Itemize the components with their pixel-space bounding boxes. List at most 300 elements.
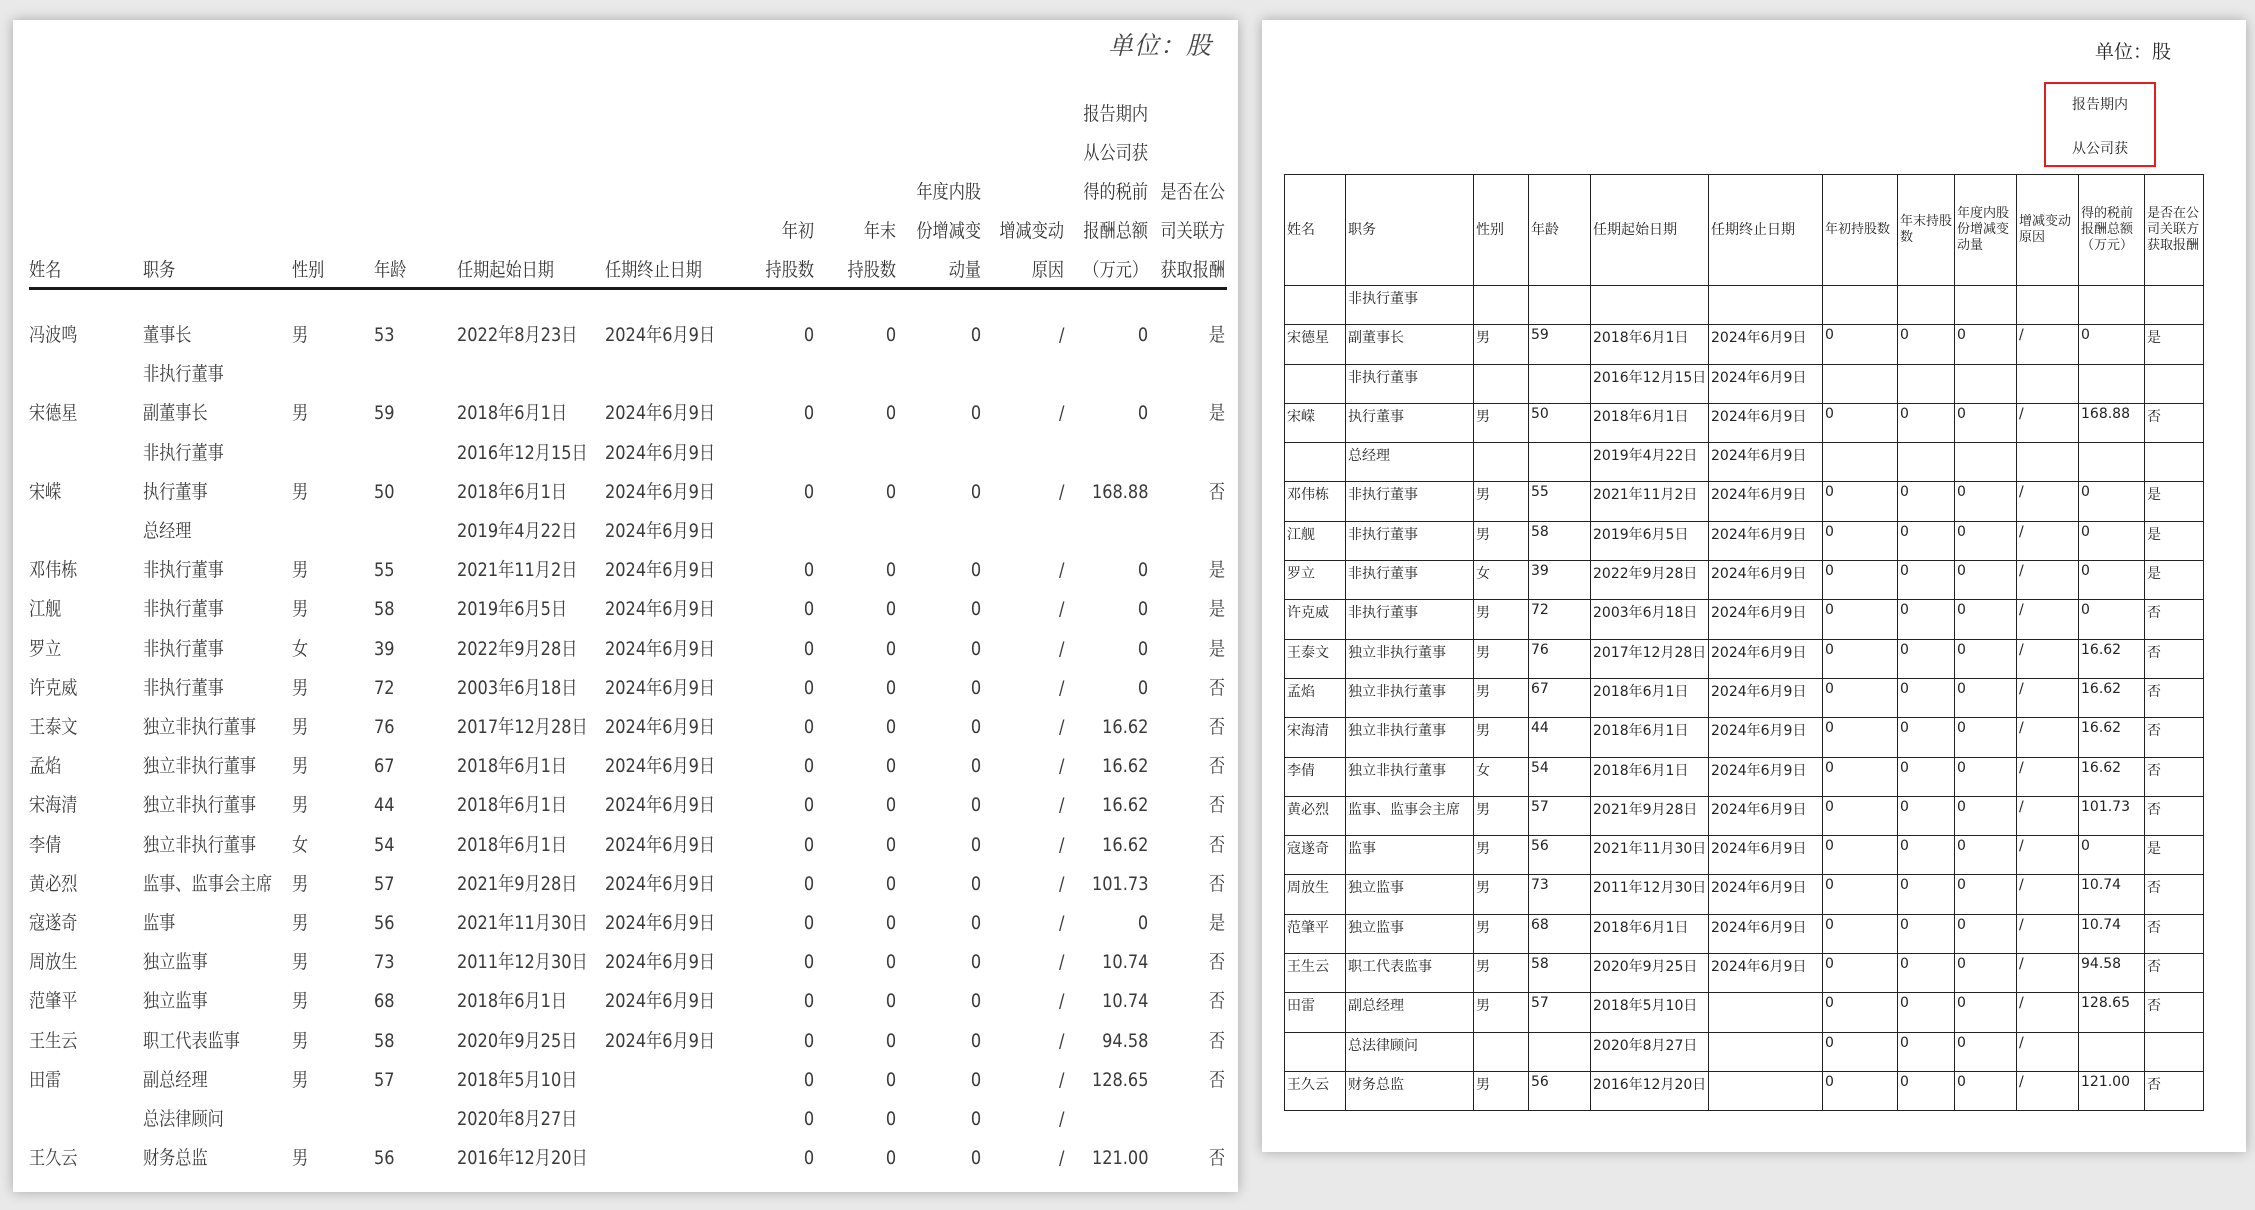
cell-share-change: 0	[970, 1108, 981, 1130]
cell-share-change: 0	[1955, 1071, 2017, 1110]
cell-age: 56	[374, 1147, 395, 1170]
cell-share-change: 0	[1955, 914, 2017, 953]
header-related-pay: 是否在公 司关联方 获取报酬	[1160, 181, 1225, 281]
table-row	[1285, 600, 2204, 639]
cell-gender: 男	[1474, 796, 1529, 835]
cell-position: 非执行董事	[1346, 600, 1474, 639]
cell-gender: 男	[292, 1029, 309, 1052]
cell-share-change: 0	[970, 676, 981, 699]
cell-position: 财务总监	[1346, 1071, 1474, 1110]
cell-end-shares: 0	[885, 833, 896, 856]
cell-end-shares: 0	[1898, 914, 1955, 953]
cell-name: 范肇平	[29, 990, 78, 1013]
cell-begin-shares: 0	[803, 480, 814, 503]
cell-begin-shares: 0	[1823, 403, 1898, 442]
cell-change-reason: /	[2017, 403, 2079, 442]
cell-start-date: 2021年9月28日	[457, 872, 578, 895]
table-row	[1285, 482, 2204, 521]
cell-end-date	[1709, 1071, 1823, 1110]
table-row	[1285, 521, 2204, 560]
cell-position: 非执行董事	[143, 559, 224, 582]
cell-gender	[1474, 286, 1529, 325]
table-row	[13, 355, 1238, 394]
cell-change-reason: /	[1058, 559, 1064, 582]
cell-share-change: 0	[970, 1068, 981, 1091]
cell-age: 58	[374, 1029, 395, 1052]
cell-pretax-pay: 0	[1137, 324, 1148, 346]
cell-name: 田雷	[1285, 993, 1346, 1032]
table-row	[13, 1022, 1238, 1061]
cell-position: 副总经理	[143, 1068, 208, 1091]
cell-age: 67	[1529, 678, 1591, 717]
cell-start-date: 2003年6月18日	[1591, 600, 1709, 639]
cell-related-pay: 是	[2145, 482, 2204, 521]
cell-begin-shares: 0	[1823, 875, 1898, 914]
cell-change-reason: /	[2017, 796, 2079, 835]
cell-change-reason: /	[1058, 716, 1064, 738]
cell-end-date: 2024年6月9日	[605, 559, 716, 582]
cell-age: 54	[1529, 757, 1591, 796]
cell-start-date: 2018年6月1日	[1591, 757, 1709, 796]
director-shareholding-table	[13, 20, 1238, 1192]
cell-name: 王泰文	[29, 716, 78, 738]
cell-end-shares	[1898, 364, 1955, 403]
table-row	[13, 943, 1238, 982]
cell-related-pay: 否	[1208, 755, 1225, 778]
cell-name: 宋海清	[1285, 718, 1346, 757]
cell-age: 56	[374, 912, 395, 934]
header-end-shares: 年末 持股数	[847, 220, 896, 281]
cell-gender: 男	[292, 912, 309, 934]
cell-change-reason: /	[2017, 561, 2079, 600]
cell-change-reason: /	[2017, 1032, 2079, 1071]
cell-end-shares: 0	[885, 1068, 896, 1091]
rheader-age: 年龄	[1529, 175, 1591, 286]
cell-end-shares: 0	[1898, 875, 1955, 914]
cell-end-date: 2024年6月9日	[605, 912, 716, 934]
cell-start-date: 2016年12月20日	[1591, 1071, 1709, 1110]
table-row	[13, 708, 1238, 747]
cell-position: 董事长	[143, 324, 192, 346]
cell-position: 监事、监事会主席	[143, 872, 273, 895]
cell-end-shares: 0	[885, 716, 896, 738]
cell-share-change: 0	[970, 833, 981, 856]
cell-pretax-pay: 0	[2079, 561, 2145, 600]
cell-end-date	[1709, 993, 1823, 1032]
cell-end-shares: 0	[1898, 993, 1955, 1032]
cell-change-reason: /	[1058, 951, 1064, 974]
cell-start-date: 2021年11月2日	[1591, 482, 1709, 521]
rheader-share-change: 年度内股份增减变动量	[1955, 175, 2017, 286]
cell-position: 独立非执行董事	[1346, 639, 1474, 678]
cell-start-date: 2016年12月20日	[457, 1147, 588, 1170]
cell-age: 44	[1529, 718, 1591, 757]
cell-change-reason: /	[1058, 794, 1064, 817]
cell-gender: 男	[292, 990, 309, 1013]
cell-begin-shares	[1823, 286, 1898, 325]
cell-change-reason: /	[2017, 325, 2079, 364]
cell-pretax-pay: 10.74	[2079, 914, 2145, 953]
cell-related-pay: 否	[1208, 833, 1225, 856]
cell-end-date: 2024年6月9日	[605, 324, 716, 346]
header-share-change: 年度内股 份增减变 动量	[916, 181, 981, 281]
cell-begin-shares: 0	[1823, 600, 1898, 639]
rheader-name: 姓名	[1285, 175, 1346, 286]
cell-position: 监事	[1346, 836, 1474, 875]
cell-end-date	[1709, 1032, 1823, 1071]
cell-gender: 男	[1474, 678, 1529, 717]
cell-position: 职工代表监事	[143, 1029, 240, 1052]
cell-end-shares: 0	[1898, 1071, 1955, 1110]
cell-end-date: 2024年6月9日	[605, 716, 716, 738]
cell-position: 独立非执行董事	[1346, 678, 1474, 717]
cell-pretax-pay: 16.62	[2079, 718, 2145, 757]
cell-position: 非执行董事	[143, 676, 224, 699]
cell-end-shares: 0	[1898, 1032, 1955, 1071]
cell-change-reason: /	[2017, 993, 2079, 1032]
cell-related-pay: 否	[2145, 796, 2204, 835]
cell-share-change: 0	[1955, 561, 2017, 600]
cell-pretax-pay: 168.88	[1091, 480, 1148, 503]
cell-end-date: 2024年6月9日	[605, 402, 716, 425]
cell-end-date: 2024年6月9日	[1709, 954, 1823, 993]
cell-gender: 女	[1474, 561, 1529, 600]
cell-begin-shares: 0	[803, 755, 814, 778]
cell-position: 副总经理	[1346, 993, 1474, 1032]
cell-start-date: 2020年8月27日	[457, 1108, 578, 1130]
cell-pretax-pay: 121.00	[2079, 1071, 2145, 1110]
cell-gender: 男	[292, 755, 309, 778]
cell-end-date: 2024年6月9日	[1709, 875, 1823, 914]
cell-gender: 男	[1474, 600, 1529, 639]
cell-name: 宋德星	[29, 402, 78, 425]
cell-pretax-pay: 0	[2079, 600, 2145, 639]
table-row	[13, 1100, 1238, 1139]
cell-share-change: 0	[970, 716, 981, 738]
cell-gender: 男	[292, 324, 309, 346]
cell-pretax-pay: 16.62	[2079, 639, 2145, 678]
cell-start-date: 2011年12月30日	[457, 951, 588, 974]
cell-gender: 男	[292, 676, 309, 699]
cell-end-shares: 0	[1898, 954, 1955, 993]
table-row	[13, 590, 1238, 629]
cell-share-change: 0	[1955, 954, 2017, 993]
cell-position: 独立非执行董事	[1346, 718, 1474, 757]
cell-end-date: 2024年6月9日	[605, 598, 716, 621]
cell-start-date: 2011年12月30日	[1591, 875, 1709, 914]
rheader-end-date: 任期终止日期	[1709, 175, 1823, 286]
cell-end-date: 2024年6月9日	[605, 990, 716, 1013]
header-rule	[29, 287, 1227, 290]
cell-change-reason: /	[1058, 324, 1064, 346]
cell-related-pay: 否	[1208, 1029, 1225, 1052]
cell-pretax-pay: 0	[2079, 521, 2145, 560]
cell-end-date: 2024年6月9日	[1709, 482, 1823, 521]
cell-end-shares: 0	[885, 794, 896, 817]
cell-end-shares: 0	[1898, 757, 1955, 796]
cell-name: 周放生	[29, 951, 78, 974]
table-row	[13, 394, 1238, 433]
cell-end-date: 2024年6月9日	[1709, 561, 1823, 600]
cell-gender: 男	[292, 1147, 309, 1170]
cell-change-reason: /	[1058, 1147, 1064, 1170]
table-row	[1285, 954, 2204, 993]
table-row	[13, 826, 1238, 865]
cell-pretax-pay: 101.73	[2079, 796, 2145, 835]
cell-pretax-pay: 16.62	[2079, 678, 2145, 717]
cell-gender: 男	[292, 951, 309, 974]
cell-position: 执行董事	[1346, 403, 1474, 442]
cell-gender	[1474, 1032, 1529, 1071]
cell-begin-shares	[1823, 443, 1898, 482]
cell-position: 监事	[143, 912, 176, 934]
cell-position: 非执行董事	[143, 598, 224, 621]
cell-end-shares	[1898, 286, 1955, 325]
cell-change-reason: /	[2017, 600, 2079, 639]
cell-pretax-pay: 101.73	[1091, 872, 1148, 895]
cell-pretax-pay: 0	[1137, 598, 1148, 621]
cell-start-date: 2018年6月1日	[1591, 325, 1709, 364]
header-start-date: 任期起始日期	[457, 259, 554, 281]
cell-start-date: 2019年4月22日	[457, 520, 578, 542]
reproduced-table-panel	[1262, 20, 2246, 1152]
cell-gender: 男	[1474, 718, 1529, 757]
cell-position: 非执行董事	[143, 441, 224, 464]
cell-age: 59	[374, 402, 395, 425]
cell-share-change: 0	[1955, 482, 2017, 521]
header-change-reason: 增减变动 原因	[999, 220, 1064, 281]
cell-share-change: 0	[1955, 875, 2017, 914]
cell-start-date	[1591, 286, 1709, 325]
cell-end-date: 2024年6月9日	[1709, 325, 1823, 364]
cell-start-date: 2018年6月1日	[457, 990, 568, 1013]
table-row	[13, 512, 1238, 551]
cell-begin-shares: 0	[803, 598, 814, 621]
cell-age: 55	[1529, 482, 1591, 521]
cell-related-pay: 否	[1208, 676, 1225, 699]
unit-label-right: 单位：股	[2095, 41, 2172, 63]
cell-end-date: 2024年6月9日	[1709, 521, 1823, 560]
cell-begin-shares: 0	[1823, 521, 1898, 560]
cell-end-date: 2024年6月9日	[605, 520, 716, 542]
cell-end-shares: 0	[885, 1029, 896, 1052]
cell-end-date: 2024年6月9日	[605, 676, 716, 699]
header-name: 姓名	[29, 259, 62, 281]
cell-pretax-pay: 10.74	[1101, 951, 1148, 974]
table-row	[13, 669, 1238, 708]
cell-begin-shares: 0	[1823, 1071, 1898, 1110]
original-document-panel	[13, 20, 1238, 1192]
rheader-pretax-pay: 得的税前报酬总额（万元）	[2079, 175, 2145, 286]
cell-related-pay: 否	[2145, 600, 2204, 639]
cell-position: 独立非执行董事	[143, 716, 257, 738]
cell-start-date: 2021年11月2日	[457, 559, 578, 582]
cell-position: 独立非执行董事	[143, 833, 257, 856]
cell-gender	[1474, 364, 1529, 403]
cell-change-reason: /	[1058, 676, 1064, 699]
cell-begin-shares: 0	[1823, 757, 1898, 796]
cell-age	[1529, 443, 1591, 482]
cell-pretax-pay: 0	[2079, 836, 2145, 875]
cell-gender: 男	[292, 402, 309, 425]
header-end-date: 任期终止日期	[605, 259, 702, 281]
cell-pretax-pay: 10.74	[1101, 990, 1148, 1013]
cell-share-change: 0	[970, 324, 981, 346]
cell-end-shares: 0	[885, 480, 896, 503]
cell-related-pay: 否	[2145, 757, 2204, 796]
cell-gender: 男	[1474, 836, 1529, 875]
cell-gender: 男	[1474, 521, 1529, 560]
cell-name: 田雷	[29, 1068, 62, 1091]
cell-gender: 男	[1474, 639, 1529, 678]
cell-age: 73	[1529, 875, 1591, 914]
cell-age: 68	[374, 990, 395, 1013]
cell-name: 冯波鸣	[29, 324, 78, 346]
cell-share-change	[1955, 364, 2017, 403]
cell-related-pay	[2145, 443, 2204, 482]
cell-change-reason: /	[2017, 875, 2079, 914]
cell-begin-shares: 0	[1823, 1032, 1898, 1071]
cell-position: 总经理	[1346, 443, 1474, 482]
header-position: 职务	[143, 259, 176, 281]
cell-end-shares: 0	[885, 637, 896, 660]
cell-end-date: 2024年6月9日	[1709, 718, 1823, 757]
cell-change-reason: /	[2017, 836, 2079, 875]
cell-related-pay: 否	[2145, 914, 2204, 953]
cell-position: 执行董事	[143, 480, 208, 503]
table-row	[13, 982, 1238, 1021]
cell-name: 王生云	[29, 1029, 78, 1052]
cell-pretax-pay: 16.62	[2079, 757, 2145, 796]
cell-related-pay	[2145, 286, 2204, 325]
cell-pretax-pay	[2079, 286, 2145, 325]
cell-related-pay: 是	[2145, 325, 2204, 364]
cell-related-pay: 否	[1208, 990, 1225, 1013]
cell-begin-shares: 0	[803, 951, 814, 974]
header-row	[1285, 175, 2204, 286]
cell-position: 独立监事	[143, 951, 208, 974]
cell-begin-shares: 0	[1823, 954, 1898, 993]
cell-end-shares: 0	[885, 990, 896, 1013]
table-row	[1285, 718, 2204, 757]
rheader-end-shares: 年末持股数	[1898, 175, 1955, 286]
cell-end-date: 2024年6月9日	[1709, 364, 1823, 403]
cell-share-change: 0	[970, 951, 981, 974]
table-row	[1285, 325, 2204, 364]
cell-position: 总经理	[143, 520, 192, 542]
cell-end-shares: 0	[1898, 521, 1955, 560]
cell-start-date: 2019年6月5日	[457, 598, 568, 621]
cell-start-date: 2018年6月1日	[457, 833, 568, 856]
cell-start-date: 2018年6月1日	[457, 402, 568, 425]
cell-name: 李倩	[1285, 757, 1346, 796]
cell-start-date: 2018年5月10日	[1591, 993, 1709, 1032]
cell-share-change: 0	[1955, 600, 2017, 639]
cell-change-reason: /	[2017, 914, 2079, 953]
highlight-line-1: 报告期内	[2072, 97, 2128, 113]
cell-begin-shares: 0	[1823, 639, 1898, 678]
cell-position: 独立非执行董事	[143, 794, 257, 817]
cell-position: 独立监事	[143, 990, 208, 1013]
cell-name: 江舰	[1285, 521, 1346, 560]
cell-age: 57	[374, 872, 395, 895]
rheader-position: 职务	[1346, 175, 1474, 286]
cell-name: 王久云	[1285, 1071, 1346, 1110]
cell-begin-shares: 0	[1823, 561, 1898, 600]
cell-name	[1285, 443, 1346, 482]
cell-name: 宋海清	[29, 794, 78, 817]
cell-end-date: 2024年6月9日	[605, 637, 716, 660]
table-row	[13, 747, 1238, 786]
cell-begin-shares: 0	[803, 1029, 814, 1052]
cell-related-pay: 是	[2145, 521, 2204, 560]
cell-related-pay: 是	[1208, 402, 1225, 425]
cell-related-pay: 否	[2145, 639, 2204, 678]
cell-gender: 男	[1474, 325, 1529, 364]
cell-start-date: 2021年9月28日	[1591, 796, 1709, 835]
cell-age	[1529, 286, 1591, 325]
cell-name: 宋德星	[1285, 325, 1346, 364]
cell-begin-shares: 0	[803, 559, 814, 582]
cell-gender: 男	[1474, 482, 1529, 521]
cell-age: 59	[1529, 325, 1591, 364]
cell-related-pay: 是	[1208, 559, 1225, 582]
cell-share-change: 0	[1955, 678, 2017, 717]
cell-start-date: 2021年11月30日	[1591, 836, 1709, 875]
cell-position: 非执行董事	[1346, 521, 1474, 560]
table-row	[1285, 836, 2204, 875]
cell-end-shares: 0	[885, 559, 896, 582]
cell-related-pay: 否	[2145, 954, 2204, 993]
cell-name: 寇遂奇	[1285, 836, 1346, 875]
cell-gender: 男	[292, 559, 309, 582]
cell-start-date: 2018年5月10日	[457, 1068, 578, 1091]
cell-gender: 男	[1474, 993, 1529, 1032]
cell-related-pay: 否	[1208, 872, 1225, 895]
cell-begin-shares: 0	[1823, 678, 1898, 717]
cell-age: 57	[1529, 796, 1591, 835]
cell-position: 独立监事	[1346, 914, 1474, 953]
rheader-related-pay: 是否在公司关联方获取报酬	[2145, 175, 2204, 286]
cell-pretax-pay: 16.62	[1101, 833, 1148, 856]
cell-name	[1285, 1032, 1346, 1071]
cell-related-pay: 否	[1208, 794, 1225, 817]
cell-start-date: 2003年6月18日	[457, 676, 578, 699]
cell-related-pay: 否	[1208, 1147, 1225, 1170]
cell-begin-shares: 0	[803, 1147, 814, 1170]
cell-share-change	[1955, 286, 2017, 325]
cell-related-pay: 否	[1208, 716, 1225, 738]
cell-pretax-pay: 0	[2079, 325, 2145, 364]
table-row	[1285, 286, 2204, 325]
cell-end-date: 2024年6月9日	[605, 794, 716, 817]
cell-name: 许克威	[29, 676, 78, 699]
cell-age	[1529, 364, 1591, 403]
cell-name: 罗立	[29, 637, 62, 660]
cell-position: 财务总监	[143, 1147, 208, 1170]
cell-begin-shares: 0	[1823, 993, 1898, 1032]
cell-change-reason: /	[2017, 482, 2079, 521]
cell-change-reason: /	[1058, 755, 1064, 778]
cell-begin-shares: 0	[803, 716, 814, 738]
cell-age: 57	[374, 1068, 395, 1091]
table-row	[13, 786, 1238, 825]
cell-share-change: 0	[970, 794, 981, 817]
header-begin-shares: 年初 持股数	[765, 220, 814, 281]
cell-pretax-pay: 0	[1137, 402, 1148, 425]
cell-pretax-pay	[2079, 443, 2145, 482]
cell-start-date: 2018年6月1日	[457, 755, 568, 778]
